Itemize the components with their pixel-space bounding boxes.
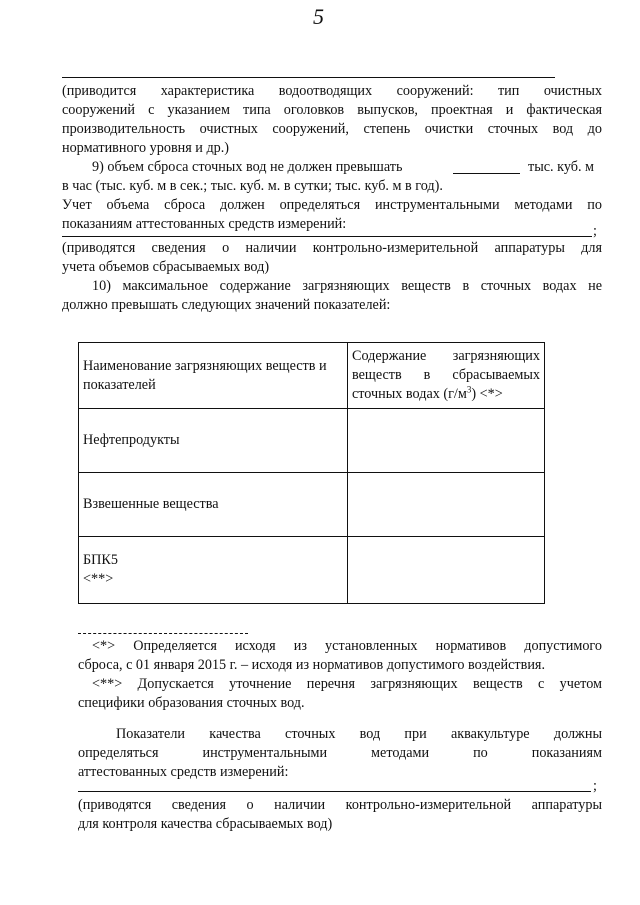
footnote-2-line-2: специфики образования сточных вод. [78, 695, 305, 711]
table-cell-name [79, 537, 348, 604]
aquaculture-line-3: аттестованных средств измерений: [78, 764, 289, 780]
accounting-blank-line [62, 236, 592, 237]
table-header-col2-line-1: Содержание загрязняющих [352, 348, 540, 364]
table-row [79, 409, 545, 473]
footnote-separator [78, 633, 248, 634]
footnote-1-line-1: <*> Определяется исходя из установленных нормативов допустимого [92, 638, 602, 654]
table-header-col2 [348, 343, 545, 409]
aquaculture-line-1: Показатели качества сточных вод при аквакультуре должны [116, 726, 602, 742]
item9-line-2: в час (тыс. куб. м в сек.; тыс. куб. м. в сутки; тыс. куб. м в год). [62, 178, 443, 194]
table-header-col2-line-3-pre: сточных водах (г/м [352, 386, 467, 402]
footnote-2-line-1: <**> Допускается уточнение перечня загрязняющих веществ с учетом [92, 676, 602, 692]
table-cell-value [348, 409, 545, 473]
note-outlets-line-3: производительность очистных сооружений, степень очистки сточных вод до [62, 121, 602, 137]
table-cell-value [348, 537, 545, 604]
accounting-terminator: ; [593, 223, 597, 239]
pollutants-table [78, 342, 545, 604]
accounting-note-line-1: (приводятся сведения о наличии контрольно-измерительной аппаратуры для [62, 240, 602, 256]
blank-line-outlets [62, 77, 555, 78]
aquaculture-line-2: определяться инструментальными методами по показаниям [78, 745, 602, 761]
note-outlets-line-4: нормативного уровня и др.) [62, 140, 230, 156]
table-cell-value [348, 473, 545, 537]
item9-line-1-prefix: 9) объем сброса сточных вод не должен превышать [92, 159, 403, 175]
table-header-col2-line-3-post: ) <*> [471, 386, 503, 402]
table-header-row [79, 343, 545, 409]
table-row [79, 473, 545, 537]
aquaculture-terminator: ; [593, 778, 597, 794]
accounting-line-1: Учет объема сброса должен определяться инструментальными методами по [62, 197, 602, 213]
table-cell-name-line-1: БПК5 [83, 552, 118, 568]
footnote-1-line-2: сброса, с 01 января 2015 г. – исходя из нормативов допустимого воздействия. [78, 657, 545, 673]
accounting-line-2: показаниям аттестованных средств измерений: [62, 216, 347, 232]
table-cell-name: Нефтепродукты [79, 409, 348, 473]
table-cell-name-line-2: <**> [83, 571, 114, 587]
item9-blank-line [453, 173, 520, 174]
item10-line-1: 10) максимальное содержание загрязняющих веществ в сточных водах не [92, 278, 602, 294]
aquaculture-note-line-1: (приводятся сведения о наличии контрольно-измерительной аппаратуры [78, 797, 602, 813]
table-header-col2-line-2: веществ в сбрасываемых [352, 367, 540, 383]
table-row [79, 537, 545, 604]
item10-line-2: должно превышать следующих значений показателей: [62, 297, 391, 313]
note-outlets-line-1: (приводится характеристика водоотводящих сооружений: тип очистных [62, 83, 602, 99]
item9-line-1-suffix: тыс. куб. м [528, 159, 595, 175]
page-number: 5 [313, 4, 324, 29]
table-header-col2-line-3 [352, 385, 540, 404]
aquaculture-blank-line [78, 791, 591, 792]
accounting-note-line-2: учета объемов сбрасываемых вод) [62, 259, 270, 275]
note-outlets-line-2: сооружений с указанием типа оголовков выпусков, проектная и фактическая [62, 102, 602, 118]
table-cell-name: Взвешенные вещества [79, 473, 348, 537]
aquaculture-note-line-2: для контроля качества сбрасываемых вод) [78, 816, 333, 832]
table-header-col2-sup: 3 [466, 384, 472, 395]
table-header-col1: Наименование загрязняющих веществ и показателей [79, 343, 348, 409]
